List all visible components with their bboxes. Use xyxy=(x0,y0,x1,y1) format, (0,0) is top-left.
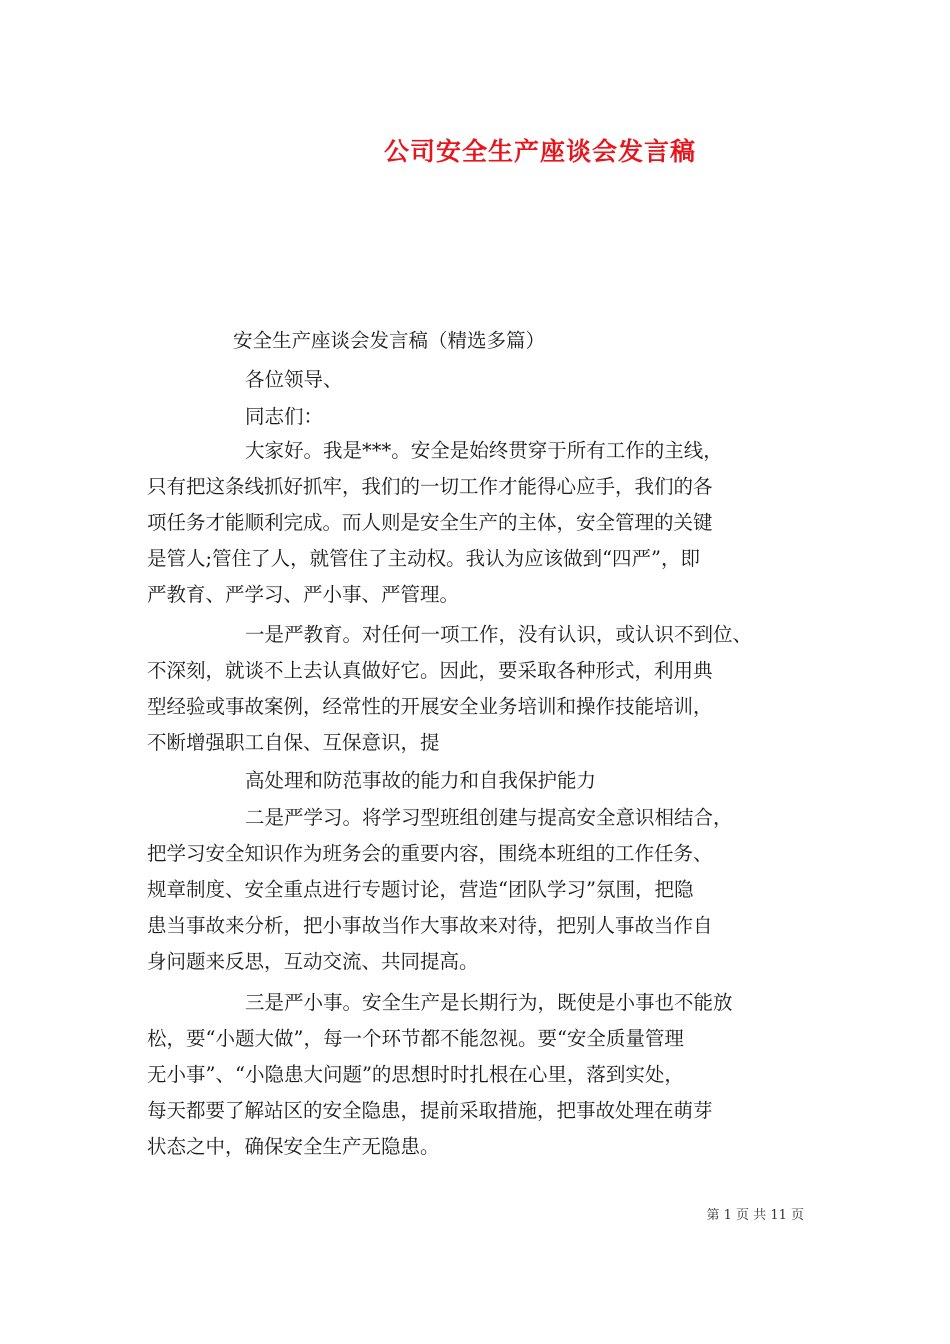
paragraph-line: 只有把这条线抓好抓牢，我们的一切工作才能得心应手，我们的各 xyxy=(147,475,713,498)
paragraph-line: 高处理和防范事故的能力和自我保护能力 xyxy=(245,769,597,792)
paragraph-line: 一是严教育。对任何一项工作，没有认识，或认识不到位、 xyxy=(245,623,753,646)
paragraph-line: 大家好。我是***。安全是始终贯穿于所有工作的主线， xyxy=(245,439,723,462)
paragraph-line: 规章制度、安全重点进行专题讨论，营造“团队学习”氛围，把隐 xyxy=(147,878,694,901)
paragraph-line: 型经验或事故案例，经常性的开展安全业务培训和操作技能培训， xyxy=(147,695,713,718)
greeting-line-1: 各位领导、 xyxy=(245,368,343,391)
paragraph-line: 松，要“小题大做”，每一个环节都不能忽视。要“安全质量管理 xyxy=(147,1027,684,1050)
greeting-line-2: 同志们： xyxy=(245,405,324,428)
paragraph-line: 无小事”、“小隐患大问题”的思想时时扎根在心里，落到实处， xyxy=(147,1063,684,1086)
paragraph-line: 不深刻，就谈不上去认真做好它。因此，要采取各种形式，利用典 xyxy=(147,659,713,682)
paragraph-line: 不断增强职工自保、互保意识，提 xyxy=(147,731,440,754)
paragraph-line: 把学习安全知识作为班务会的重要内容，围绕本班组的工作任务、 xyxy=(147,842,713,865)
paragraph-line: 患当事故来分析，把小事故当作大事故来对待，把别人事故当作自 xyxy=(147,914,713,937)
paragraph-line: 二是严学习。将学习型班组创建与提高安全意识相结合， xyxy=(245,806,733,829)
page-number: 第 1 页 共 11 页 xyxy=(706,1208,804,1223)
document-subtitle: 安全生产座谈会发言稿（精选多篇） xyxy=(233,329,546,352)
paragraph-line: 三是严小事。安全生产是长期行为，既使是小事也不能放 xyxy=(245,991,733,1014)
paragraph-line: 是管人;管住了人，就管住了主动权。我认为应该做到“四严”，即 xyxy=(147,547,701,570)
document-title: 公司安全生产座谈会发言稿 xyxy=(383,137,696,166)
paragraph-line: 项任务才能顺利完成。而人则是安全生产的主体，安全管理的关键 xyxy=(147,511,713,534)
paragraph-line: 身问题来反思，互动交流、共同提高。 xyxy=(147,950,479,973)
paragraph-line: 状态之中，确保安全生产无隐患。 xyxy=(147,1135,440,1158)
paragraph-line: 每天都要了解站区的安全隐患，提前采取措施，把事故处理在萌芽 xyxy=(147,1099,713,1122)
paragraph-line: 严教育、严学习、严小事、严管理。 xyxy=(147,583,460,606)
